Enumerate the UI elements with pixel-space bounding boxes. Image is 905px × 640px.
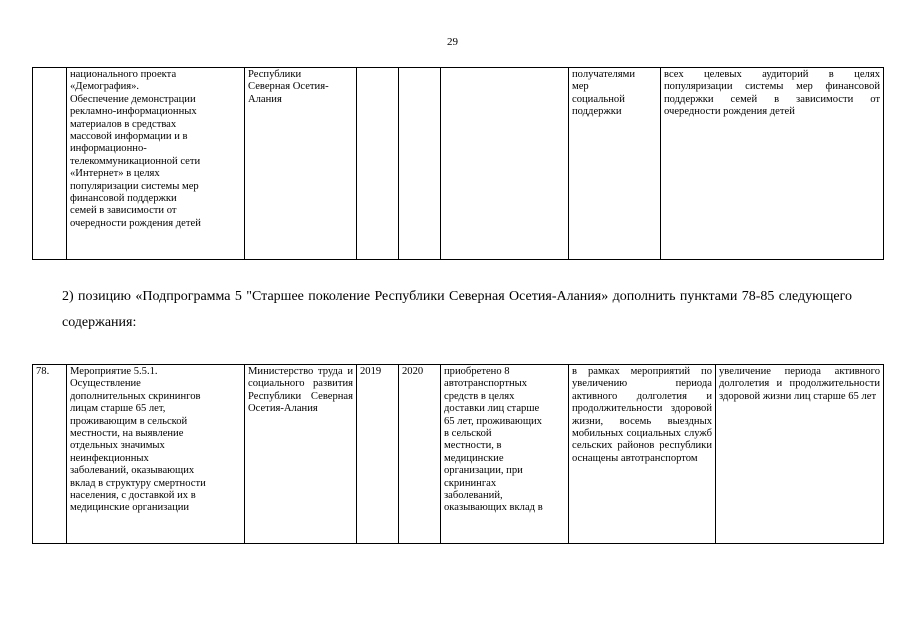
cell-number: 78. bbox=[33, 365, 67, 544]
cell-event: Мероприятие 5.5.1. Осуществление дополнительных скринингов лицам старше 65 лет, проживающим в сельской местности, на выявление отдельных значимых неинфекционных заболеваний, оказывающих вклад в структуру смертности населения, с доставкой их в медицинские организации bbox=[67, 365, 245, 544]
cell-effect: увеличение периода активного долголетия и продолжительности здоровой жизни лиц старше 65 лет bbox=[716, 365, 884, 544]
cell-event: национального проекта «Демография». Обеспечение демонстрации рекламно-информационных материалов в средствах массовой информации и в информационно- телекоммуникационной сети «Интернет» в целях популяризации системы мер финансовой поддержки семей в зависимости от очередности рождения детей bbox=[67, 68, 245, 260]
cell-number bbox=[33, 68, 67, 260]
cell-indicator: получателями мер социальной поддержки bbox=[569, 68, 661, 260]
cell-end-year: 2020 bbox=[399, 365, 441, 544]
cell-executor: Республики Северная Осетия- Алания bbox=[245, 68, 357, 260]
cell-indicator: в рамках мероприятий по увеличению периода активного долголетия и продолжительности здоровой жизни, восемь выездных мобильных социальных служб сельских районов республики оснащены автотранспортом bbox=[569, 365, 716, 544]
new-table bbox=[32, 364, 884, 544]
cell-end-year bbox=[399, 68, 441, 260]
table-row bbox=[33, 68, 884, 260]
cell-effect: всех целевых аудиторий в целях популяризации системы мер финансовой поддержки семей в зависимости от очередности рождения детей bbox=[661, 68, 884, 260]
cell-result: приобретено 8 автотранспортных средств в целях доставки лиц старше 65 лет, проживающих в сельской местности, в медицинские организации, при скринингах заболеваний, оказывающих вклад в bbox=[441, 365, 569, 544]
cell-result bbox=[441, 68, 569, 260]
page-number: 29 bbox=[447, 36, 458, 48]
cell-executor: Министерство труда и социального развития Республики Северная Осетия-Алания bbox=[245, 365, 357, 544]
table-row bbox=[33, 365, 884, 544]
cell-start-year: 2019 bbox=[357, 365, 399, 544]
continued-table bbox=[32, 67, 884, 260]
amendment-paragraph: 2) позицию «Подпрограмма 5 "Старшее поколение Республики Северная Осетия-Алания» дополнить пунктами 78-85 следующего содержания: bbox=[62, 289, 852, 330]
cell-start-year bbox=[357, 68, 399, 260]
